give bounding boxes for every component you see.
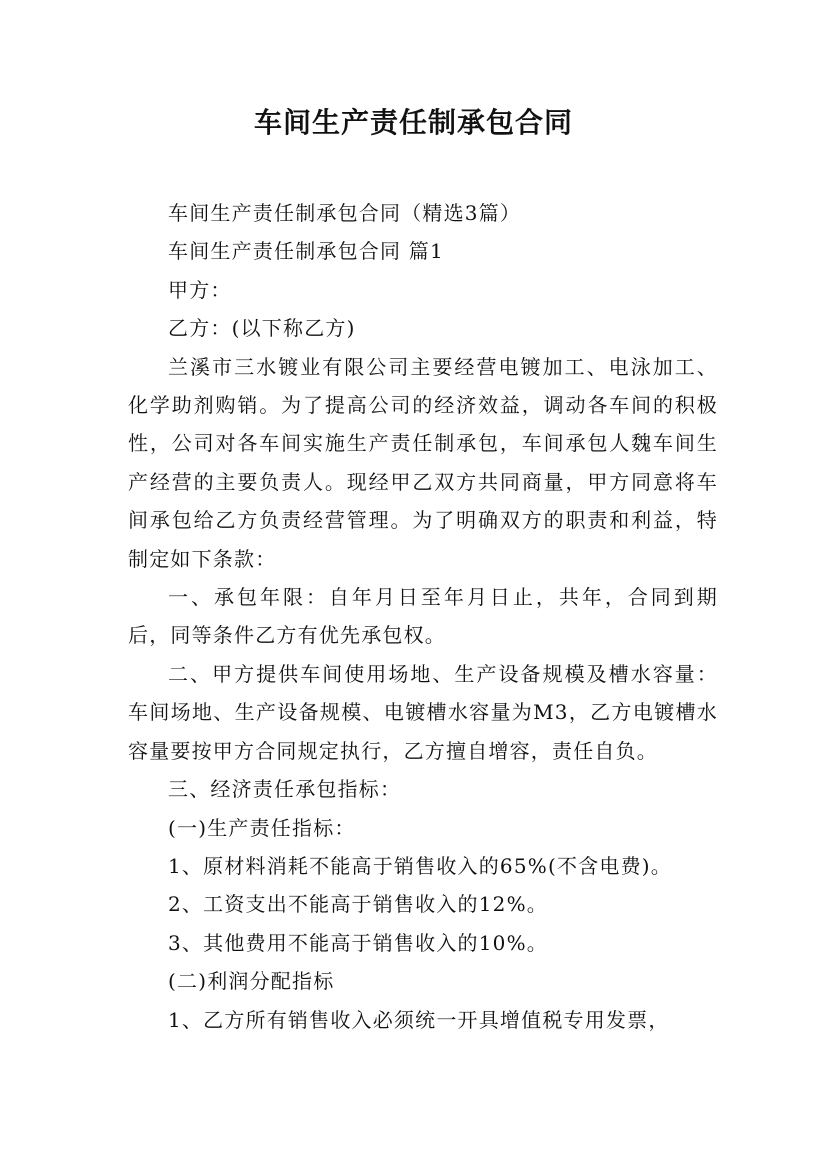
paragraph-item-1: 1、原材料消耗不能高于销售收入的65%(不含电费)。 — [168, 853, 672, 878]
paragraph-intro: 兰溪市三水镀业有限公司主要经营电镀加工、电泳加工、化学助剂购销。为了提高公司的经济效益，调动各车间的积极性，公司对各车间实施生产责任制承包，车间承包人魏车间生产经营的主要负责人。现经甲乙双方共同商量，甲方同意将车间承包给乙方负责经营管理。为了明确双方的职责和利益，特制定如下条款： — [128, 354, 718, 571]
paragraph-item-profit-1: 1、乙方所有销售收入必须统一开具增值税专用发票， — [168, 1007, 670, 1032]
paragraph-clause-1: 一、承包年限：自年月日至年月日止，共年，合同到期后，同等条件乙方有优先承包权。 — [128, 585, 718, 648]
paragraph-subtitle: 车间生产责任制承包合同（精选3篇） — [168, 201, 522, 225]
paragraph-subsection-1: (一)生产责任指标： — [168, 815, 356, 840]
document-body — [128, 194, 718, 1039]
paragraph-subsection-2: (二)利润分配指标 — [168, 969, 335, 994]
document-title: 车间生产责任制承包合同 — [253, 106, 573, 139]
paragraph-clause-3: 三、经济责任承包指标： — [168, 777, 402, 802]
paragraph-party-b: 乙方：(以下称乙方) — [168, 316, 356, 341]
paragraph-item-3: 3、其他费用不能高于销售收入的10%。 — [168, 930, 548, 955]
paragraph-clause-2: 二、甲方提供车间使用场地、生产设备规模及槽水容量：车间场地、生产设备规模、电镀槽水容量为M3，乙方电镀槽水容量要按甲方合同规定执行，乙方擅自增容，责任自负。 — [128, 661, 718, 763]
paragraph-party-a: 甲方： — [168, 277, 232, 302]
paragraph-section-heading: 车间生产责任制承包合同 篇1 — [168, 239, 444, 264]
paragraph-item-2: 2、工资支出不能高于销售收入的12%。 — [168, 892, 548, 917]
